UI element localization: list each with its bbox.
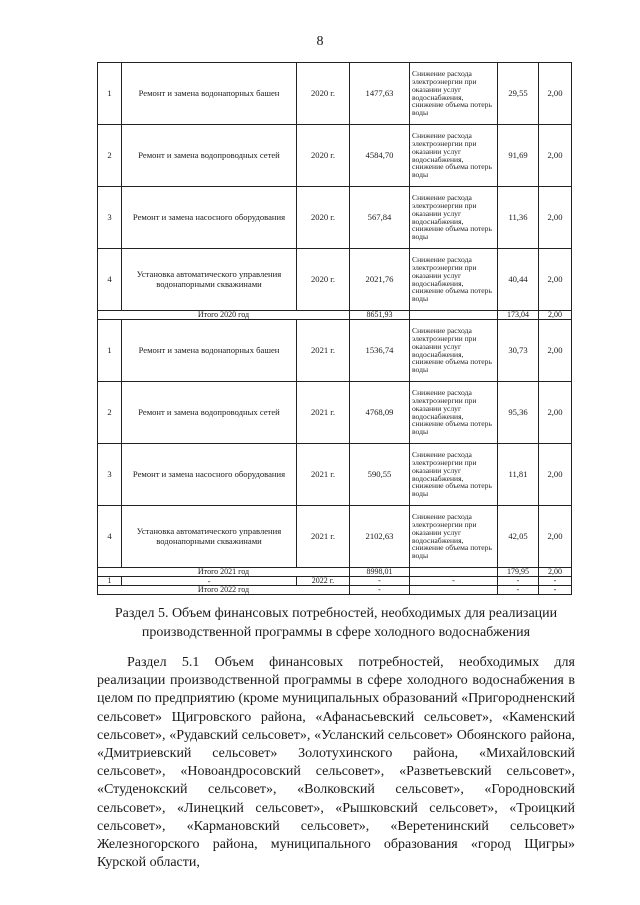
body-paragraph: Раздел 5.1 Объем финансовых потребностей, необходимых для реализации производственной программы в сфере холодного водоснабжения в целом по предприятию (кроме муниципальных образований «Пригородненский сельсовет» Щигровского района, «Афанасьевский сельсовет», «Каменский сельсовет», «Рудавский сельсовет», «Усланский сельсовет» Обоянского района, «Дмитриевский сельсовет» Золотухинского района, «Михайловский сельсовет», «Новоандросовский сельсовет», «Разветьевский сельсовет», «Студенокский сельсовет», «Волковский сельсовет», «Городновский сельсовет», «Линецкий сельсовет», «Рышковский сельсовет», «Троицкий сельсовет», «Кармановский сельсовет», «Веретенинский сельсовет» Железногорского района, муниципального образования «город Щигры» Курской области, xyxy=(97,655,575,871)
cost: 2021,76 xyxy=(350,249,410,311)
year: 2020 г. xyxy=(297,249,350,311)
year: 2021 г. xyxy=(297,444,350,506)
row-number: 4 xyxy=(98,506,122,568)
expected-result: Снижение расхода электроэнергии при оказании услуг водоснабжения, снижение объема потерь воды xyxy=(410,382,498,444)
measure-name: - xyxy=(122,577,297,586)
subtotal-label: Итого 2020 год xyxy=(98,311,350,320)
row-number: 3 xyxy=(98,187,122,249)
subtotal-cost: 8651,93 xyxy=(350,311,410,320)
table-row xyxy=(98,320,572,382)
cost: - xyxy=(350,577,410,586)
row-number: 1 xyxy=(98,320,122,382)
effect-value: 95,36 xyxy=(498,382,539,444)
table-row xyxy=(98,249,572,311)
table-row xyxy=(98,506,572,568)
cost: 1536,74 xyxy=(350,320,410,382)
subtotal-effect: 179,95 xyxy=(498,568,539,577)
table-row xyxy=(98,382,572,444)
expected-result: Снижение расхода электроэнергии при оказании услуг водоснабжения, снижение объема потерь воды xyxy=(410,320,498,382)
year: 2022 г. xyxy=(297,577,350,586)
row-number: 2 xyxy=(98,125,122,187)
subtotal-period: 2,00 xyxy=(539,568,572,577)
subtotal-row xyxy=(98,586,572,595)
cost: 4768,09 xyxy=(350,382,410,444)
expected-result: Снижение расхода электроэнергии при оказании услуг водоснабжения, снижение объема потерь воды xyxy=(410,125,498,187)
payback-period: 2,00 xyxy=(539,506,572,568)
year: 2021 г. xyxy=(297,382,350,444)
effect-value: 11,36 xyxy=(498,187,539,249)
subtotal-effect: 173,04 xyxy=(498,311,539,320)
row-number: 4 xyxy=(98,249,122,311)
year: 2021 г. xyxy=(297,320,350,382)
table-row xyxy=(98,63,572,125)
measure-name: Установка автоматического управления водонапорными скважинами xyxy=(122,506,297,568)
expected-result: Снижение расхода электроэнергии при оказании услуг водоснабжения, снижение объема потерь воды xyxy=(410,249,498,311)
year: 2020 г. xyxy=(297,187,350,249)
table-row xyxy=(98,187,572,249)
subtotal-row xyxy=(98,311,572,320)
effect-value: 11,81 xyxy=(498,444,539,506)
measure-name: Ремонт и замена насосного оборудования xyxy=(122,444,297,506)
payback-period: 2,00 xyxy=(539,320,572,382)
subtotal-effect: - xyxy=(498,586,539,595)
cost: 2102,63 xyxy=(350,506,410,568)
subtotal-blank xyxy=(410,568,498,577)
subtotal-period: 2,00 xyxy=(539,311,572,320)
table-row xyxy=(98,444,572,506)
expected-result: Снижение расхода электроэнергии при оказании услуг водоснабжения, снижение объема потерь воды xyxy=(410,187,498,249)
expected-result: Снижение расхода электроэнергии при оказании услуг водоснабжения, снижение объема потерь воды xyxy=(410,444,498,506)
cost: 590,55 xyxy=(350,444,410,506)
measure-name: Ремонт и замена водонапорных башен xyxy=(122,320,297,382)
payback-period: 2,00 xyxy=(539,125,572,187)
page-number: 8 xyxy=(316,34,324,49)
cost: 1477,63 xyxy=(350,63,410,125)
measure-name: Ремонт и замена водопроводных сетей xyxy=(122,125,297,187)
cost: 4584,70 xyxy=(350,125,410,187)
expected-result: Снижение расхода электроэнергии при оказании услуг водоснабжения, снижение объема потерь воды xyxy=(410,506,498,568)
table-row xyxy=(98,577,572,586)
payback-period: 2,00 xyxy=(539,187,572,249)
payback-period: 2,00 xyxy=(539,249,572,311)
effect-value: 30,73 xyxy=(498,320,539,382)
effect-value: 91,69 xyxy=(498,125,539,187)
row-number: 2 xyxy=(98,382,122,444)
row-number: 3 xyxy=(98,444,122,506)
effect-value: 29,55 xyxy=(498,63,539,125)
expected-result: Снижение расхода электроэнергии при оказании услуг водоснабжения, снижение объема потерь воды xyxy=(410,63,498,125)
payback-period: 2,00 xyxy=(539,382,572,444)
effect-value: - xyxy=(498,577,539,586)
subtotal-cost: - xyxy=(350,586,410,595)
measure-name: Ремонт и замена насосного оборудования xyxy=(122,187,297,249)
subtotal-period: - xyxy=(539,586,572,595)
measure-name: Ремонт и замена водопроводных сетей xyxy=(122,382,297,444)
row-number: 1 xyxy=(98,577,122,586)
subtotal-blank xyxy=(410,311,498,320)
payback-period: - xyxy=(539,577,572,586)
section-title: Раздел 5. Объем финансовых потребностей, необходимых для реализации производственной программы в сфере холодного водоснабжения xyxy=(114,606,558,640)
subtotal-blank xyxy=(410,586,498,595)
effect-value: 40,44 xyxy=(498,249,539,311)
subtotal-cost: 8998,01 xyxy=(350,568,410,577)
measure-name: Установка автоматического управления водонапорными скважинами xyxy=(122,249,297,311)
payback-period: 2,00 xyxy=(539,444,572,506)
subtotal-row xyxy=(98,568,572,577)
subtotal-label: Итого 2021 год xyxy=(98,568,350,577)
expected-result: - xyxy=(410,577,498,586)
payback-period: 2,00 xyxy=(539,63,572,125)
table-row xyxy=(98,125,572,187)
effect-value: 42,05 xyxy=(498,506,539,568)
subtotal-label: Итого 2022 год xyxy=(98,586,350,595)
year: 2020 г. xyxy=(297,63,350,125)
row-number: 1 xyxy=(98,63,122,125)
program-table xyxy=(97,62,572,595)
year: 2020 г. xyxy=(297,125,350,187)
cost: 567,84 xyxy=(350,187,410,249)
year: 2021 г. xyxy=(297,506,350,568)
measure-name: Ремонт и замена водонапорных башен xyxy=(122,63,297,125)
